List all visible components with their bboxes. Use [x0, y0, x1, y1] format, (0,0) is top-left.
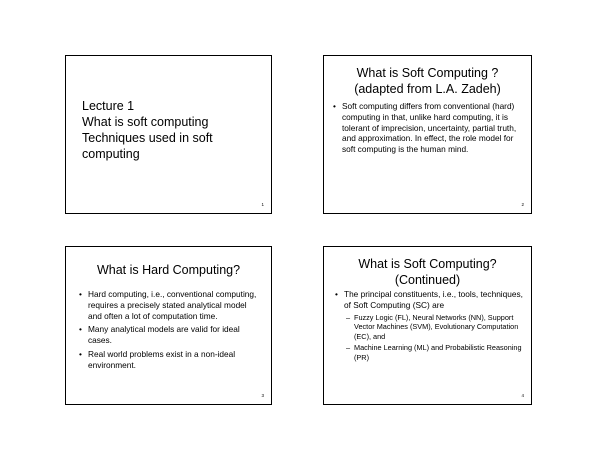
sub-bullet-item: – Machine Learning (ML) and Probabilistic Reasoning (PR) — [344, 343, 523, 362]
bullet-text: The principal constituents, i.e., tools, techniques, of Soft Computing (SC) are — [344, 289, 523, 310]
bullet-list — [334, 289, 523, 366]
bullet-item — [334, 289, 523, 363]
slide-2 — [323, 55, 532, 214]
lecture-title-block — [82, 98, 263, 162]
bullet-list — [78, 289, 261, 374]
slide-title-line: (Continued) — [394, 273, 461, 287]
bullet-list — [332, 101, 521, 158]
slide-title-line: What is Soft Computing ? — [356, 66, 499, 80]
slide-title — [328, 65, 527, 97]
slide-title-line: What is Soft Computing? — [358, 257, 497, 271]
slide-title-line: (adapted from L.A. Zadeh) — [354, 82, 501, 96]
page-number: 2 — [521, 202, 524, 207]
page-number: 4 — [521, 393, 524, 398]
sub-bullet-item: – Fuzzy Logic (FL), Neural Networks (NN), Support Vector Machines (SVM), Evolutionary Computation (EC), and — [344, 313, 523, 342]
lecture-line: Techniques used in soft — [82, 131, 213, 145]
lecture-line: What is soft computing — [82, 115, 209, 129]
lecture-line: Lecture 1 — [82, 99, 135, 113]
lecture-line: computing — [82, 147, 140, 161]
slide-title-line: What is Hard Computing? — [96, 263, 241, 277]
slide-1 — [65, 55, 272, 214]
page-number: 1 — [261, 202, 264, 207]
slide-3 — [65, 246, 272, 405]
bullet-item: • Real world problems exist in a non-ideal environment. — [78, 349, 261, 371]
bullet-item: • Many analytical models are valid for ideal cases. — [78, 324, 261, 346]
slide-4 — [323, 246, 532, 405]
page-number: 3 — [261, 393, 264, 398]
bullet-item: • Hard computing, i.e., conventional computing, requires a precisely stated analytical model and often a lot of computation time. — [78, 289, 261, 321]
bullet-item: • Soft computing differs from conventional (hard) computing in that, unlike hard computing, it is tolerant of imprecision, uncertainty, partial truth, and approximation. In effect, the role model for soft computing is the human mind. — [332, 101, 521, 155]
slide-title — [328, 256, 527, 288]
slide-title — [70, 262, 267, 278]
sub-bullet-list — [344, 313, 523, 363]
